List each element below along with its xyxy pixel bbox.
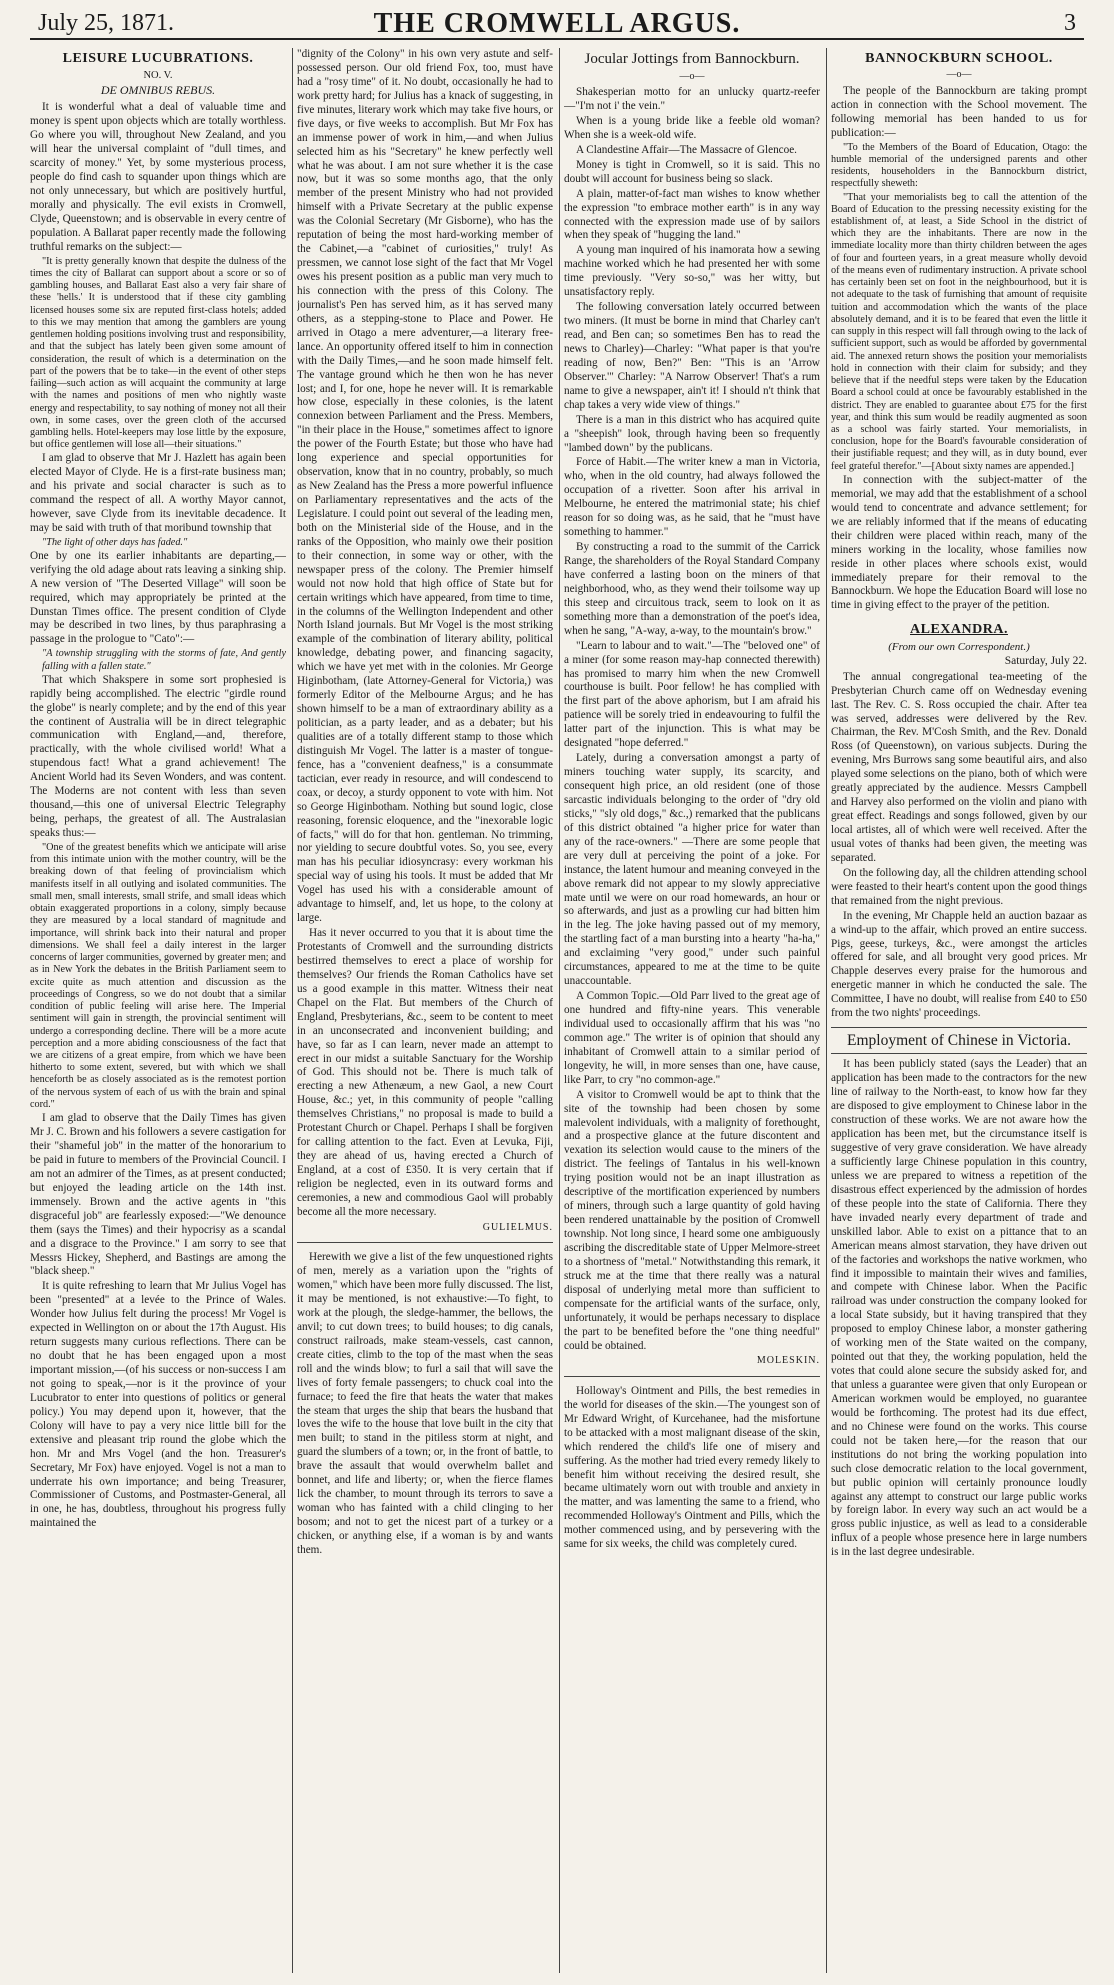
paragraph: In the evening, Mr Chapple held an auction bazaar as a wind-up to the affair, which proved an entire success. Pigs, geese, turkeys, &c., were amongst the articles offered for sale, and all brought very good prices. Mr Chapple deserves every praise for the humorous and energetic manner in which he conducted the sale. The Committee, I have no doubt, will realise from £40 to £50 from the two nights' proceedings. [831, 909, 1087, 1020]
correspondent-note: (From our own Correspondent.) [888, 640, 1030, 653]
paragraph: The annual congregational tea-meeting of the Presbyterian Church came off on Wednesday evening last. The Rev. C. S. Ross occupied the chair. After tea was served, addresses were delivered by the Rev. Chairman, the Rev. M'Cosh Smith, and the Rev. Donald Ross (of Queenstown), on various subjects. During the evening, Mrs Burrows sang some beautiful airs, and also played some selections on the piano, both of which were greatly appreciated by the audience. Messrs Campbell and Harvey also performed on the violin and piano with great effect. Readings and songs followed, given by our local artistes, all of which were well received. After the usual votes of thanks had been given, the meeting was separated. [831, 670, 1087, 864]
paragraph: The people of the Bannockburn are taking prompt action in connection with the School movement. The following memorial has been handed to us for publication:— [831, 84, 1087, 139]
newspaper-title: THE CROMWELL ARGUS. [373, 8, 741, 39]
article-heading-bannockburn-school: BANNOCKBURN SCHOOL. [865, 51, 1053, 66]
column-rule [559, 48, 560, 1973]
paragraph: Shakesperian motto for an unlucky quartz-reefer—"I'm not i' the vein." [564, 86, 820, 113]
masthead [30, 8, 1084, 40]
paragraph: It is quite refreshing to learn that Mr Julius Vogel has been "presented" at a levée to the Prince of Wales. Wonder how Julius felt during the process! Mr Vogel is expected in Wellington on or about the 17th August. His return suggests many curious reflections. There can be no doubt that he has been engaged upon a most important mission,—(of his success or non-success I am not going to speak,—nor is it the province of your Lucubrator to enter into questions of politics or general policy.) You may depend upon it, however, that the Colony will have to pay a very nice little bill for the extensive and pleasant trip round the globe which the hon. Mr and Mrs Vogel (and the hon. Treasurer's Secretary, Mr Fox) have enjoyed. Vogel is not a man to underrate his own importance; and being Treasurer, Commissioner of Customs, and Postmaster-General, all in one, he has, doubtless, throughout his progress fully maintained the [30, 1280, 286, 1530]
paragraph: That which Shakspere in some sort prophesied is rapidly being accomplished. The electric "girdle round the globe" is nearly complete; and by the end of this year the continent of Australia will be in direct telegraphic communication with England,—and, therefore, practically, with the whole civilised world! What a stupendous fact! What a grand achievement! The Ancient World had its Seven Wonders, and was content. The Moderns are not content with less than seven thousand,—this one of universal Electric Telegraphy being, perhaps, the greatest of all. The Australasian speaks thus:— [30, 673, 286, 840]
paragraph: Lately, during a conversation amongst a party of miners touching water supply, its scarcity, and consequent high price, an old resident (one of those sarcastic individuals belonging to the order of "dry old sticks," "sly old dogs," &c.,) remarked that the publicans of this district obtained "a higher price for water than any of the race-owners." —There are some people that are very dull at perceiving the point of a joke. For instance, the latent humour and meaning conveyed in the above remark did not appear to my slowly appreciative mate until we were on our road homewards, an hour or so afterwards, and just as a prowling cur had bitten him in the leg. The joke having passed out of my memory, the startling fact of a man bursting into a hearty "ha-ha," and exclaiming "very good," under such painful circumstances, appeared to me at the time to be quite unaccountable. [564, 752, 820, 988]
section-divider [297, 1242, 553, 1243]
article-subtitle: DE OMNIBUS REBUS. [100, 83, 216, 98]
paragraph: "Learn to labour and to wait."—The "beloved one" of a miner (for some reason may-hap connected therewith) has promised to marry him when the new Cromwell courthouse is built. Poor fellow! he has complied with the first part of the above aphorism, but I am afraid his patience will be sorely tried in endeavouring to fulfil the latter part of the injunction. This is what may be designated "hope deferred." [564, 639, 820, 750]
paragraph: A Clandestine Affair—The Massacre of Glencoe. [576, 143, 797, 156]
paragraph: "dignity of the Colony" in his own very astute and self-possessed person. Our old friend Fox, too, must have had a "rosy time" of it. No doubt, occasionally he had to work pretty hard; for Julius has a knack of suggesting, in five minutes, literary work which may take five hours, or five days, or five weeks to accomplish. But Mr Fox has an immense power of work in him,—and when Julius selected him as his "Secretary" he knew perfectly well what he was about. I am not sure whether it is the case now, but it was so some months ago, that the only member of the present Ministry who had not provided himself with a Private Secretary at the public expense was the Colonial Secretary (Mr Gisborne), who has the reputation of being the most hard-working member of the Cabinet,—a "cabinet of curiosities," truly! As pressmen, we cannot lose sight of the fact that Mr Vogel owes his present position as a public man very much to his connection with the press of this Colony. The journalist's Pen has served him, as it has served many others, as a stepping-stone to Place and Power. He arrived in Otago a mere adventurer,—a literary free-lance. An opportunity offered itself to him in connection with the Daily Times,—and he soon made himself felt. The vantage ground which he then won he has never lost; and I, for one, hope he never will. It is remarkable how close, especially in these colonies, is the latent connexion between Parliament and the Press. Members, "in their place in the House," sometimes affect to ignore the power of the Fourth Estate; but those who have had long experience and special opportunities for observation, know that in no country, probably, so much as New Zealand has the Press a more powerful influence on Parliamentary representatives and the acts of the Legislature. I could point out several of the leading men, both on the Ministerial side of the House, and in the ranks of the Opposition, who mainly owe their position to their connection, in some way or other, with the newspaper press of the colony. The Premier himself would not now hold that high office of State but for certain writings which have appeared, from time to time, in the columns of the Wellington Independent and other North Island journals. But Mr Vogel is the most striking example of the combination of literary ability, political knowledge, debating power, and financing sagacity, which we have yet met with in the colonies. Mr George Higinbotham, (late Attorney-General for Victoria,) was formerly Editor of the Melbourne Argus; and he has shown himself to be a man of extraordinary ability as a politician, as a party leader, and as a debater; but his qualities are of a totally different stamp to those which distinguish Mr Vogel. The latter is a master of tongue-fence, has a "convenient deafness," is a consummate tactician, ever ready in resource, and will condescend to coax, or decoy, a sturdy opponent to vote with him. Not so George Higinbotham. Nothing but sound logic, close reasoning, forensic eloquence, and the "inexorable logic of facts," will do for that hon. gentleman. No trimming, nor yielding to secure doubtful votes. So, you see, every man has his peculiar idiosyncrasy: every workman his special way of using his tools. It must be added that Mr Vogel has used his with a considerable amount of advantage to himself, and, let us hope, to the colony at large. [297, 48, 553, 925]
paragraph: When is a young bride like a feeble old woman? When she is a week-old wife. [564, 114, 820, 141]
paragraph: There is a man in this district who has acquired quite a "sheepish" look, through having been so frequently "lambed down" by the publicans. [564, 413, 820, 454]
advertisement: Holloway's Ointment and Pills, the best remedies in the world for diseases of the skin.—The youngest son of Mr Edward Wright, of Kurcehanee, had the misfortune to be attacked with a most malignant disease of the skin, which rendered the child's life one of misery and suffering. As the mother had tried every remedy likely to benefit him without receiving the desired result, she became ultimately worn out with trouble and anxiety in the matter, and was lamenting the same to a friend, who recommended Holloway's Ointment and Pills, which the mother commenced using, and by persevering with the same for six weeks, the child was completely cured. [564, 1384, 820, 1551]
column-rule [292, 48, 293, 1973]
paragraph: A Common Topic.—Old Parr lived to the great age of one hundred and fifty-nine years. This venerable individual used to occasionally affirm that his was "no common age." The writer is of opinion that should any inhabitant of Cromwell attain to a similar period of longevity, he will, in more senses than one, have cause, like Parr, to cry "no common-age." [564, 990, 820, 1086]
paragraph: By constructing a road to the summit of the Carrick Range, the shareholders of the Royal Standard Company have conferred a lasting boon on the miners of that neighborhood, who, as they wend their toilsome way up this steep and circuitous track, seem to look on it as something more than a demonstration of the poet's idea, when he sang, "A-way, a-way, to the mountain's brow." [564, 541, 820, 637]
column-rule [826, 48, 827, 1973]
article-heading-leisure-lucubrations: LEISURE LUCUBRATIONS. [62, 51, 254, 66]
separator: —o— [679, 70, 705, 82]
page-number: 3 [1064, 10, 1076, 36]
article-heading-chinese-employment: Employment of Chinese in Victoria. [831, 1027, 1087, 1054]
column-2 [297, 48, 553, 1973]
quoted-paragraph: "It is pretty generally known that despite the dulness of the times the city of Ballarat can support about a score or so of gambling houses, and Ballarat East also a very fair share of these 'hells.' It is understood that if these city gambling licensed houses some six are reputed first-class hotels; added to this we may mention that among the gamblers are young gentlemen holding positions involving trust and responsibility, and that the subject has lately been given some amount of consideration, the result of which is a determination on the part of the powers that be to take—in the event of other steps failing—such action as will acquaint the community at large with the names and positions of men who nightly waste energy and respectability, to say nothing of money not all their own, in some cases, over the green cloth of the accursed gambling hells. Hotel-keepers may lose little by the exposure, but office gentlemen will lose all—their situations." [30, 255, 286, 451]
paragraph: Force of Habit.—The writer knew a man in Victoria, who, when in the old country, had always followed the occupation of a rivetter. Soon after his arrival in Melbourne, he entered the matrimonial state; his chief reason for so doing was, as he said, that he "must have something to hammer." [564, 456, 820, 539]
article-number: NO. V. [143, 70, 173, 82]
separator: —o— [946, 69, 972, 81]
signature: MOLESKIN. [756, 1355, 820, 1367]
article-heading-jocular-jottings: Jocular Jottings from Bannockburn. [584, 51, 800, 67]
verse-quote: "The light of other days has faded." [42, 537, 188, 549]
signature: GULIELMUS. [482, 1221, 553, 1233]
verse-quote: "A township struggling with the storms of fate, And gently falling with a fallen state." [42, 648, 286, 673]
paragraph: It is wonderful what a deal of valuable time and money is spent upon objects which are totally worthless. Go where you will, throughout New Zealand, and you will hear the universal complaint of "dull times, and scarcity of money." Yet, by some mysterious process, people do find cash to squander upon things which are not only unnecessary, but which are positively hurtful, morally and physically. The evil exists in Cromwell, Clyde, Queenstown; and is observable in every centre of population. A Ballarat paper recently made the following truthful remarks on the subject:— [30, 101, 286, 253]
paragraph: I am glad to observe that Mr J. Hazlett has again been elected Mayor of Clyde. He is a first-rate business man; and his private and social character is such as to command the respect of all. A worthy Mayor cannot, however, save Clyde from its inevitable decadence. It may be said with truth of that moribund township that [30, 452, 286, 535]
paragraph: A visitor to Cromwell would be apt to think that the site of the township had been chosen by some malevolent individuals, with a malignity of forethought, and a prospective glance at the future discontent and vexation its selection would cause to the miners of the district. The feelings of Tantalus in his well-known trying position would not be an inapt illustration as descriptive of the mortification experienced by numbers of miners, through such a large quantity of gold having been rendered unattainable by the position of Cromwell township. Not long since, I heard some one ambiguously ascribing the discreditable state of Upper Melmore-street to a shortness of "metal." Notwithstanding this remark, it struck me at the time that there really was a natural disposal of underlying metal more than sufficient to compensate for the artificial wants of the surface, only, unfortunately, it would be perhaps necessary to displace the part to be benefited before the "one thing needful" could be obtained. [564, 1088, 820, 1352]
paragraph: The following conversation lately occurred between two miners. (It must be borne in mind that Charley can't read, and Ben can; so sometimes Ben has to read the news to Charley)—Charley: "What paper is that you're reading of now, Ben?" Ben: "This is an 'Arrow Observer.'" Charley: "A Narrow Observer! That's a rum name to give a newspaper, ain't it! I should n't think that chap takes a very wide view of things." [564, 301, 820, 411]
paragraph: One by one its earlier inhabitants are departing,—verifying the old adage about rats leaving a sinking ship. A new version of "The Deserted Village" will soon be required, which may appropriately be printed at the Dunstan Times office. The present condition of Clyde may be described in two lines, by thus paraphrasing a passage in the prologue to "Cato":— [30, 549, 286, 646]
paragraph: A plain, matter-of-fact man wishes to know whether the expression "to embrace mother earth" is in any way connected with the expression made use of by sailors when they speak of "hugging the land." [564, 187, 820, 242]
column-4 [831, 48, 1087, 1973]
paragraph: On the following day, all the children attending school were feasted to their heart's content upon the good things that remained from the night previous. [831, 866, 1087, 907]
paragraph: Money is tight in Cromwell, so it is said. This no doubt will account for business being so slack. [564, 158, 820, 185]
issue-date: July 25, 1871. [38, 10, 175, 36]
section-divider [564, 1376, 820, 1377]
quoted-paragraph: "To the Members of the Board of Education, Otago: the humble memorial of the undersigned parents and other residents, householders in the Bannockburn district, respectfully sheweth: [831, 141, 1087, 190]
column-3 [564, 48, 820, 1973]
quoted-paragraph: "That your memorialists beg to call the attention of the Board of Education to the pressing necessity existing for the establishment of, at least, a Side School in the district of which they are the inhabitants. There are now in the immediate locality more than thirty children between the ages of four and fourteen years, in a great measure wholly devoid of the means even of rudimentary instruction. A private school has certainly been set on foot in the neighbourhood, but it is not adequate to the task of furnishing that amount of requisite tuition and accommodation which the wants of the place absolutely demand, and it is to be feared that even the little it can supply in this respect will fall through owing to the lack of sufficient support, such as would be afforded by governmental aid. The annexed return shows the position your memorialists hold in connection with their claim for subsidy; and they believe that if the needful steps were taken by the Education Board a school could at once be favourably established in the district. They are enabled to guarantee about £75 for the first year, and think this sum would be readily augmented as soon as a school was fairly started. Your memorialists, in conclusion, hope for the Board's favourable consideration of their justifiable request; and they will, as in duty bound, ever feel grateful therefor."—[About sixty names are appended.] [831, 191, 1087, 472]
paragraph: It has been publicly stated (says the Leader) that an application has been made to the contractors for the new line of railway to the North-east, to know how far they are disposed to give employment to Chinese labor in the construction of these works. We are not aware how the application has been met, but the circumstance itself is suggestive of very grave consideration. We have already a sufficiently large Chinese population in this country, unless we are prepared to witness a repetition of the disastrous effect experienced by the admission of hordes of these people into the state of California. There they have invaded nearly every department of trade and unskilled labor. Able to exist on a pittance that to an American means almost starvation, they have driven out of the factories and workshops the native workmen, who find it impossible to maintain their wives and families, and compete with Chinese labor. When the Pacific railroad was under construction the company looked for a local State subsidy, but it having transpired that they proposed to employ Chinese labor, a monster gathering of working men of the State waited on the company, pointed out that they, the working population, held the votes that could alone secure the subsidy asked for, and that unless a guarantee were given that only European or American workmen would be employed, no guarantee would be forthcoming. The protest had its due effect, and no Chinese were found on the works. This course could not be taken here,—for the reason that our institutions do not bring the working population into such close democratic relation to the local government, but public opinion will certainly pronounce loudly against any attempt to construct our large public works by foreign labor. In every way such an act would be a gross public injustice, as well as lead to a considerable influx of a people whose presence here in large numbers is in the last degree undesirable. [831, 1058, 1087, 1559]
paragraph: Has it never occurred to you that it is about time the Protestants of Cromwell and the surrounding districts bestirred themselves to erect a place of worship for themselves? Our friends the Roman Catholics have set us a good example in this matter. Witness their neat Chapel on the Flat. But members of the Church of England, Presbyterians, &c., seem to be content to meet in an unconsecrated and inconvenient building; and have, so far as I can learn, never made an attempt to erect in our midst a suitable Sanctuary for the Worship of God. This should not be. There is much talk of erecting a new Athenæum, a new Gaol, a new Court House, &c.; yet, in this community of people "calling themselves Christians," no proposal is made to build a Protestant Church or Chapel. Perhaps I shall be forgiven for calling attention to the fact. Even at Levuka, Fiji, they are ahead of us, having erected a Church of England, at a cost of £350. It is very certain that if religion be neglected, even in its outward forms and ceremonies, a new and commodious Gaol will probably become all the more necessary. [297, 927, 553, 1218]
quoted-paragraph: "One of the greatest benefits which we anticipate will arise from this intimate union with the mother country, will be the breaking down of that feeling of provincialism which manifests itself in all outlying and isolated communities. The small men, small interests, small strife, and small ideas which obtain exaggerated proportions in a colony, simply because they are measured by a local standard of magnitude and importance, will shrink back into their natural and proper dimensions. We shall feel a daily interest in the larger concerns of larger communities, governed by greater men; and as in New York the debates in the British Parliament seem to excite quite as much attention and discussion as the proceedings of Congress, so we do not doubt that a similar condition of public feeling will arise here. The Imperial sentiment will gain in strength, the provincial sentiment will undergo a corresponding decline. There will be a more acute perception and a more abiding consciousness of the fact that we are citizens of a great empire, from which we have been hitherto to some extent, severed, but with which we shall henceforth be as closely associated as is the remotest portion of the nervous system of each of us with the brain and spinal cord." [30, 841, 286, 1110]
paragraph: In connection with the subject-matter of the memorial, we may add that the establishment of a school would tend to concentrate and advance settlement; for we are reliably informed that if the means of educating their children were placed within reach, many of the miners working in the locality, whose families now reside in other places where schools exist, would immediately prepare for their removal to the Bannockburn. We hope the Education Board will lose no time in giving effect to the prayer of the petition. [831, 473, 1087, 612]
article-heading-alexandra: ALEXANDRA. [910, 622, 1008, 638]
column-1 [30, 48, 286, 1973]
paragraph: A young man inquired of his inamorata how a sewing machine worked which he had presented her with some time previously. "Very so-so," was her witty, but unsatisfactory reply. [564, 244, 820, 299]
dateline: Saturday, July 22. [1004, 655, 1087, 668]
paragraph: I am glad to observe that the Daily Times has given Mr J. C. Brown and his followers a severe castigation for their "shameful job" in the matter of the honorarium to be paid in future to members of the Provincial Council. I am not an admirer of the Times, as at present conducted; but enjoyed the leading article on the 14th inst. immensely. Brown and the active agents in "this disgraceful job" are fearlessly exposed:—"We denounce them (says the Times) and their hypocrisy as a scandal and a disgrace to the Province." I am sorry to see that Messrs Hickey, Shepherd, and Bastings are among the "black sheep." [30, 1112, 286, 1278]
paragraph: Herewith we give a list of the few unquestioned rights of men, merely as a variation upon the "rights of women," which have been more fully discussed. The list, it may be mentioned, is not exhaustive:—To fight, to work at the plough, the sledge-hammer, the bellows, the anvil; to cut down trees; to build houses; to dig canals, construct railroads, make steam-vessels, cast cannon, create cities, climb to the top of the mast when the seas roll and the winds blow; to furl a sail that will save the lives of forty female passengers; to chuck coal into the furnace; to feed the fire that heats the water that makes the steam that urges the ship that bears the husband that loves the wife to the house that love built in the city that men built; to stand in the pitiless storm at night, and guard the slumbers of a town; or, in the front of battle, to brave the assault that would overwhelm ballet and bonnet, and life and liberty; or, when the fierce flames lick the chamber, to mount through its terrors to save a woman who has fainted with a child clinging to her bosom; and not to get the nicest part of a turkey or a chicken, or anything else, if a woman is by and wants them. [297, 1251, 553, 1556]
